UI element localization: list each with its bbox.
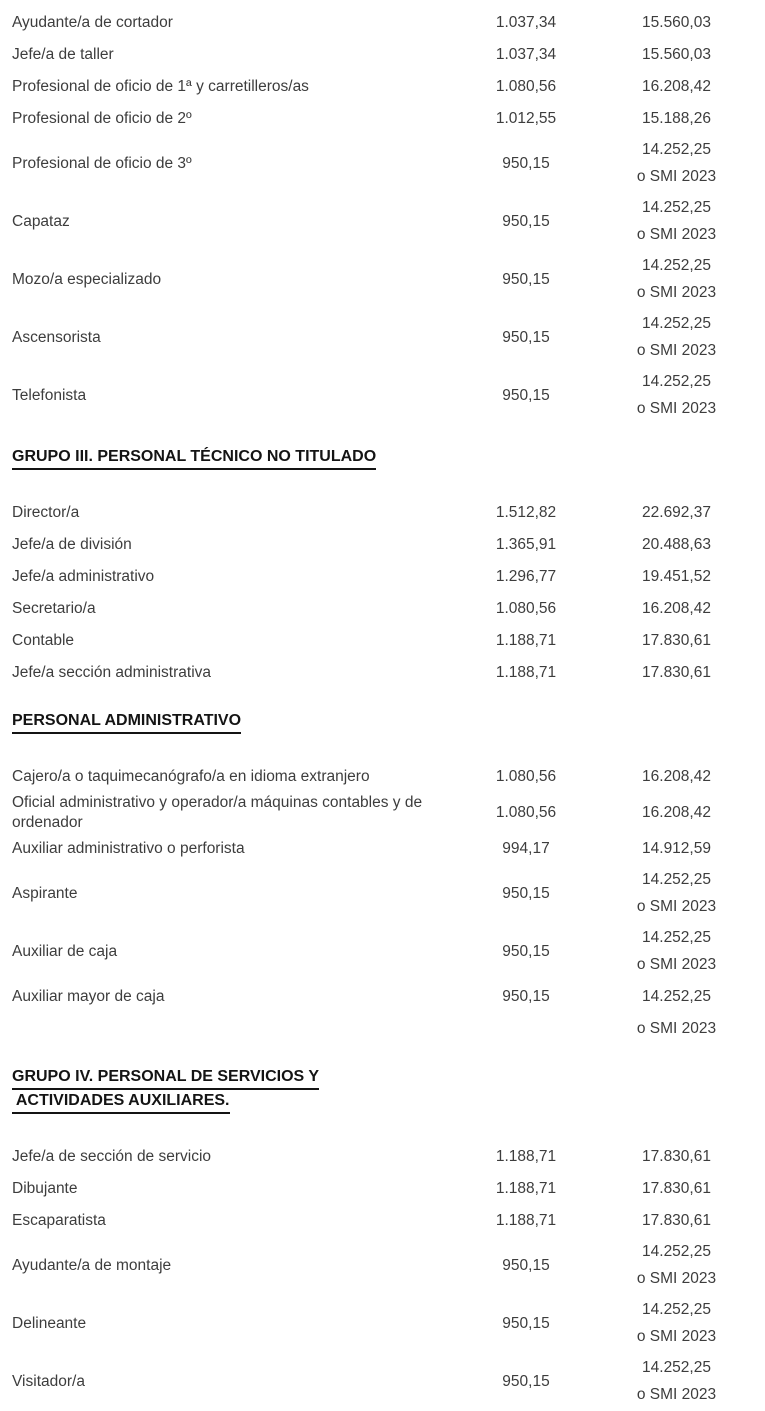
salary-row (12, 1141, 761, 1173)
annual-salary-cell: o SMI 2023 (636, 1020, 717, 1037)
annual-salary-cell: 14.252,25 (642, 988, 711, 1005)
job-title-cell: Contable (12, 632, 75, 649)
job-title-cell: Mozo/a especializado (12, 271, 162, 288)
monthly-salary-cell: 994,17 (502, 840, 550, 857)
salary-row (12, 833, 761, 865)
monthly-salary-cell: 1.080,56 (495, 768, 557, 785)
salary-row (12, 497, 761, 529)
monthly-salary-cell: 1.188,71 (495, 1148, 557, 1165)
salary-row (12, 71, 761, 103)
salary-table (12, 7, 761, 1411)
annual-salary-cell (594, 251, 759, 309)
annual-salary-smi-note: o SMI 2023 (636, 284, 717, 301)
job-title-cell: Cajero/a o taquimecanógrafo/a en idioma extranjero (12, 768, 370, 785)
annual-salary-cell (594, 367, 759, 425)
job-title-cell: Ayudante/a de montaje (12, 1257, 172, 1274)
annual-salary-smi-note: o SMI 2023 (636, 400, 717, 417)
table-section (12, 1066, 761, 1411)
section-heading-line: ACTIVIDADES AUXILIARES. (12, 1090, 230, 1114)
annual-salary-cell: 19.451,52 (642, 568, 711, 585)
table-section (12, 7, 761, 425)
annual-salary-cell (594, 135, 759, 193)
monthly-salary-cell: 1.188,71 (495, 1180, 557, 1197)
job-title-cell: Profesional de oficio de 2º (12, 110, 192, 127)
job-title-cell: Delineante (12, 1315, 87, 1332)
job-title-cell: Jefe/a de sección de servicio (12, 1148, 212, 1165)
annual-salary-smi-note: o SMI 2023 (636, 168, 717, 185)
annual-salary-amount: 14.252,25 (642, 199, 711, 216)
monthly-salary-cell: 1.080,56 (495, 600, 557, 617)
job-title-cell: Auxiliar administrativo o perforista (12, 840, 245, 857)
monthly-salary-cell: 950,15 (502, 1315, 550, 1332)
job-title-cell: Ascensorista (12, 329, 101, 346)
annual-salary-cell: 14.912,59 (642, 840, 711, 857)
annual-salary-amount: 14.252,25 (642, 871, 711, 888)
annual-salary-cell (594, 309, 759, 367)
annual-salary-amount: 14.252,25 (642, 1301, 711, 1318)
annual-salary-cell (594, 865, 759, 923)
annual-salary-cell: 15.188,26 (642, 110, 711, 127)
section-heading (12, 710, 761, 734)
job-title-cell: Capataz (12, 213, 70, 230)
job-title-cell: Auxiliar mayor de caja (12, 988, 165, 1005)
job-title-cell: Ayudante/a de cortador (12, 14, 173, 31)
salary-row (12, 103, 761, 135)
annual-salary-smi-note: o SMI 2023 (636, 1328, 717, 1345)
section-heading-line: GRUPO III. PERSONAL TÉCNICO NO TITULADO (12, 446, 376, 470)
monthly-salary-cell: 1.188,71 (495, 632, 557, 649)
annual-salary-amount: 14.252,25 (642, 257, 711, 274)
annual-salary-cell: 15.560,03 (642, 14, 711, 31)
annual-salary-cell: 16.208,42 (642, 804, 711, 821)
salary-row (12, 561, 761, 593)
annual-salary-cell (594, 1237, 759, 1295)
job-title-cell: Profesional de oficio de 1ª y carretilleros/as (12, 78, 309, 95)
monthly-salary-cell: 1.037,34 (495, 46, 557, 63)
annual-salary-smi-note: o SMI 2023 (636, 1270, 717, 1287)
annual-salary-amount: 14.252,25 (642, 1359, 711, 1376)
annual-salary-amount: 14.252,25 (642, 1243, 711, 1260)
monthly-salary-cell: 1.188,71 (495, 664, 557, 681)
salary-row (12, 657, 761, 689)
annual-salary-smi-note: o SMI 2023 (636, 342, 717, 359)
annual-salary-cell: 16.208,42 (642, 768, 711, 785)
section-heading (12, 1066, 761, 1114)
monthly-salary-cell: 950,15 (502, 155, 550, 172)
salary-row (12, 1013, 761, 1045)
annual-salary-cell: 16.208,42 (642, 600, 711, 617)
annual-salary-cell (594, 1353, 759, 1411)
job-title-cell: Director/a (12, 504, 80, 521)
salary-row (12, 865, 761, 923)
annual-salary-cell: 17.830,61 (642, 664, 711, 681)
salary-row (12, 793, 761, 833)
salary-row (12, 593, 761, 625)
job-title-cell: Oficial administrativo y operador/a máquinas contables y de ordenador (12, 794, 423, 831)
salary-row (12, 529, 761, 561)
monthly-salary-cell: 950,15 (502, 1373, 550, 1390)
salary-row (12, 7, 761, 39)
monthly-salary-cell: 950,15 (502, 271, 550, 288)
job-title-cell: Visitador/a (12, 1373, 85, 1390)
job-title-cell: Profesional de oficio de 3º (12, 155, 192, 172)
job-title-cell: Jefe/a de taller (12, 46, 114, 63)
annual-salary-amount: 14.252,25 (642, 315, 711, 332)
job-title-cell: Jefe/a administrativo (12, 568, 155, 585)
annual-salary-cell (594, 923, 759, 981)
salary-row (12, 39, 761, 71)
salary-row (12, 367, 761, 425)
salary-row (12, 309, 761, 367)
salary-row (12, 251, 761, 309)
annual-salary-cell (594, 193, 759, 251)
job-title-cell: Dibujante (12, 1180, 78, 1197)
monthly-salary-cell: 1.296,77 (495, 568, 557, 585)
monthly-salary-cell: 1.080,56 (495, 804, 557, 821)
monthly-salary-cell: 950,15 (502, 329, 550, 346)
annual-salary-smi-note: o SMI 2023 (636, 898, 717, 915)
salary-row (12, 1353, 761, 1411)
table-section (12, 710, 761, 1045)
job-title-cell: Telefonista (12, 387, 87, 404)
salary-row (12, 923, 761, 981)
salary-row (12, 625, 761, 657)
salary-row (12, 981, 761, 1013)
annual-salary-cell: 17.830,61 (642, 1148, 711, 1165)
annual-salary-amount: 14.252,25 (642, 929, 711, 946)
annual-salary-cell: 16.208,42 (642, 78, 711, 95)
salary-row (12, 193, 761, 251)
monthly-salary-cell: 1.512,82 (495, 504, 557, 521)
job-title-cell: Secretario/a (12, 600, 96, 617)
job-title-cell: Jefe/a sección administrativa (12, 664, 212, 681)
job-title-cell: Escaparatista (12, 1212, 106, 1229)
job-title-cell: Aspirante (12, 885, 78, 902)
monthly-salary-cell: 950,15 (502, 988, 550, 1005)
annual-salary-cell: 22.692,37 (642, 504, 711, 521)
salary-row (12, 761, 761, 793)
monthly-salary-cell: 1.037,34 (495, 14, 557, 31)
annual-salary-smi-note: o SMI 2023 (636, 226, 717, 243)
monthly-salary-cell: 950,15 (502, 387, 550, 404)
annual-salary-cell: 17.830,61 (642, 1180, 711, 1197)
salary-row (12, 1295, 761, 1353)
job-title-cell: Jefe/a de división (12, 536, 132, 553)
annual-salary-cell: 17.830,61 (642, 1212, 711, 1229)
section-heading-line: PERSONAL ADMINISTRATIVO (12, 710, 241, 734)
monthly-salary-cell: 1.080,56 (495, 78, 557, 95)
section-heading-line: GRUPO IV. PERSONAL DE SERVICIOS Y (12, 1066, 319, 1090)
salary-row (12, 1205, 761, 1237)
annual-salary-cell (594, 1295, 759, 1353)
salary-row (12, 1173, 761, 1205)
table-section (12, 446, 761, 689)
salary-row (12, 1237, 761, 1295)
monthly-salary-cell: 1.365,91 (495, 536, 557, 553)
salary-row (12, 135, 761, 193)
monthly-salary-cell: 950,15 (502, 1257, 550, 1274)
monthly-salary-cell: 950,15 (502, 885, 550, 902)
annual-salary-smi-note: o SMI 2023 (636, 1386, 717, 1403)
monthly-salary-cell: 1.188,71 (495, 1212, 557, 1229)
monthly-salary-cell: 950,15 (502, 943, 550, 960)
annual-salary-amount: 14.252,25 (642, 141, 711, 158)
job-title-cell: Auxiliar de caja (12, 943, 118, 960)
monthly-salary-cell: 1.012,55 (495, 110, 557, 127)
annual-salary-cell: 20.488,63 (642, 536, 711, 553)
monthly-salary-cell: 950,15 (502, 213, 550, 230)
annual-salary-amount: 14.252,25 (642, 373, 711, 390)
annual-salary-smi-note: o SMI 2023 (636, 956, 717, 973)
annual-salary-cell: 15.560,03 (642, 46, 711, 63)
annual-salary-cell: 17.830,61 (642, 632, 711, 649)
section-heading (12, 446, 761, 470)
